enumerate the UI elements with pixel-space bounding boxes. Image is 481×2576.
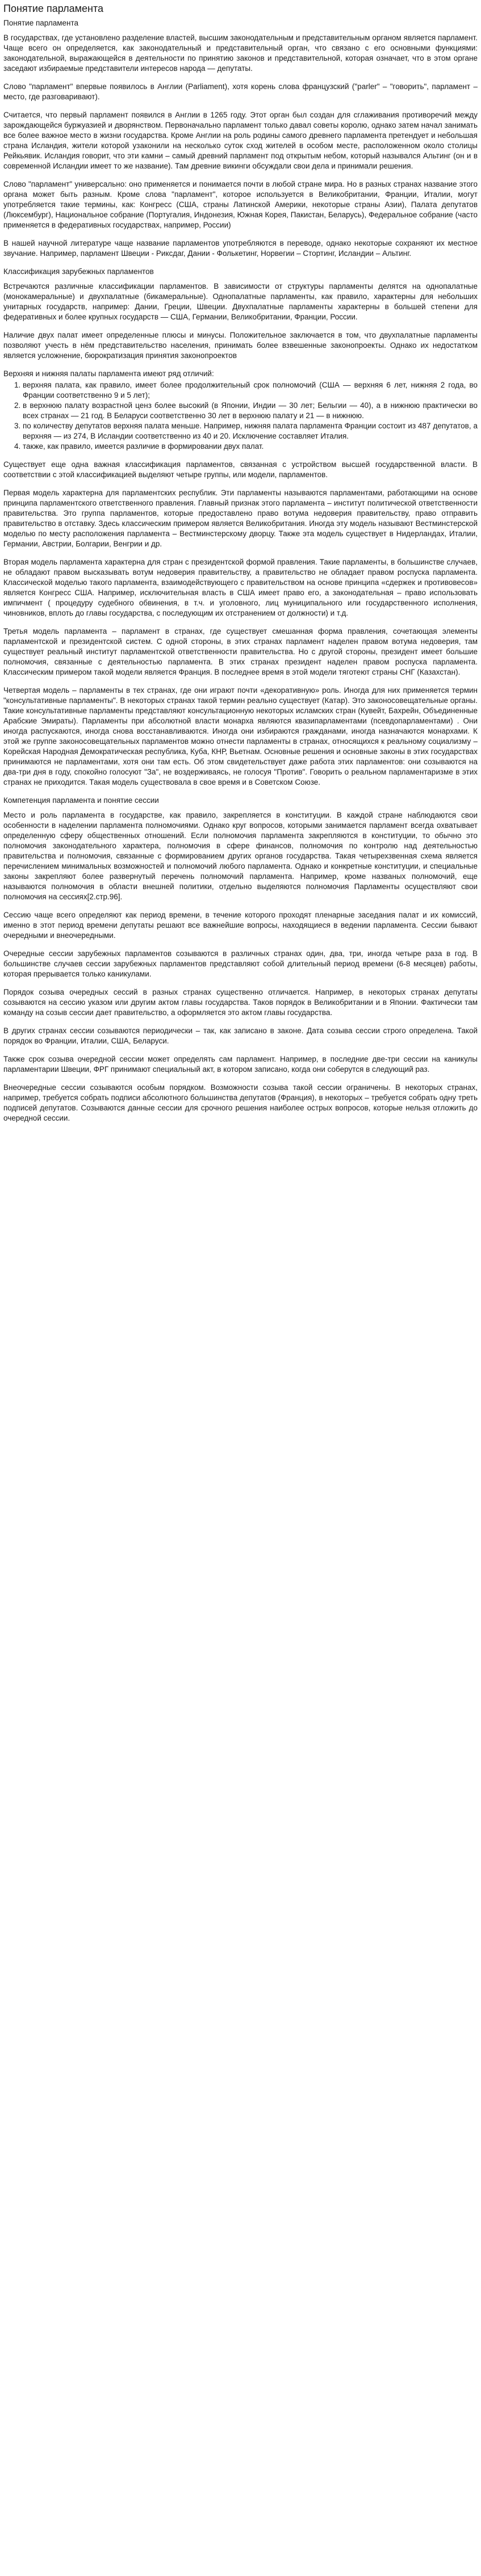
- paragraph: В государствах, где установлено разделение властей, высшим законодательным и представительным органом является парламент. Чаще всего он определяется, как законодательный и представительный орган, что связано с его основными функциями: законодательной, выражающейся в деятельности по принятию законов и представительной, которая означает, что в этом органе заседают избираемые представители интересов народа — депутаты.: [3, 33, 478, 73]
- paragraph: Внеочередные сессии созываются особым порядком. Возможности созыва такой сессии ограничены. В некоторых странах, например, требуется собрать подписи абсолютного большинства депутатов (Франция), в некоторых – требуется собрать одну треть подписей депутатов. Созываются данные сессии для срочного решения наиболее острых вопросов, которые нельзя отложить до очередной сессии.: [3, 1083, 478, 1123]
- paragraph: Наличие двух палат имеет определенные плюсы и минусы. Положительное заключается в том, что двухпалатные парламенты позволяют учесть в нём представительство населения, принимать более взвешенные законопроекты. Однако их недостатком является усложнение, бюрократизация принятия законопроектов: [3, 331, 478, 360]
- paragraph: Третья модель парламента – парламент в странах, где существует смешанная форма правления, сочетающая элементы парламентской и президентской систем. С одной стороны, в этих странах парламент наделен правом вотума недоверия, там существует реальный институт парламентской ответственности правительства. Но с другой стороны, президент имеет большие полномочия, связанные с деятельностью парламента. В этих странах президент наделен правом роспуска парламента. Классическим примером такой модели является Франция. В последнее время в этой модели тяготеют страны СНГ (Казахстан).: [3, 627, 478, 677]
- page-title: Понятие парламента: [3, 3, 103, 14]
- numbered-list: [3, 380, 478, 452]
- list-item: 2. в верхнюю палату возрастной ценз более высокий (в Японии, Индии — 30 лет; Бельгии — 40), а в нижнюю практически во всех странах — 21 год. В Беларуси соответственно 30 лет в верхнюю палату и 21 — в нижнюю.: [23, 401, 478, 421]
- section-heading: Классификация зарубежных парламентов: [3, 267, 154, 276]
- section-heading: Понятие парламента: [3, 19, 78, 28]
- paragraph: Существует еще одна важная классификация парламентов, связанная с устройством высшей государственной власти. В соответствии с этой классификацией выделяют четыре группы, или модели, парламентов.: [3, 460, 478, 479]
- paragraph: Слово "парламент" впервые появилось в Англии (Parliament), хотя корень слова французский ("parler" – "говорить", парламент – место, где разговаривают).: [3, 82, 478, 102]
- list-item: 4. также, как правило, имеется различие в формировании двух палат.: [23, 441, 478, 452]
- paragraph: Место и роль парламента в государстве, как правило, закрепляется в конституции. В каждой стране наблюдаются свои особенности в наделении парламента полномочиями. Однако круг вопросов, которыми занимается парламент всегда охватывает определенную сферу общественных отношений. Если полномочия парламента закрепляются в конституции, то обычно это полномочия законодательного характера, полномочия в сфере финансов, полномочия по контролю над деятельностью правительства и полномочия, связанные с формированием других органов государства. Такая четырехзвенная схема является перечислением минимальных возможностей и полномочий любого парламента. Однако и конкретные конституции, и специальные законы закрепляют более развернутый перечень полномочий парламента. Например, кроме названых полномочий, еще называются полномочия в области внешней политики, отдельно выделяются полномочия Парламенты осуществляют свои полномочия на сессиях[2.стр.96].: [3, 811, 478, 902]
- paragraph: Очередные сессии зарубежных парламентов созываются в различных странах один, два, три, иногда четыре раза в год. В большинстве случаев сессии зарубежных парламентов представляют собой длительный период времени (6-8 месяцев) работы, которая прерывается только каникулами.: [3, 949, 478, 979]
- paragraph: Считается, что первый парламент появился в Англии в 1265 году. Этот орган был создан для сглаживания противоречий между зарождающейся буржуазией и дворянством. Первоначально парламент только давал советы королю, однако затем начал занимать все более важное место в жизни государства. Кроме Англии на роль родины самого древнего парламента претендует и небольшая страна Исландия, жители которой узаконили на несколько суток сход жителей в особом месте, расположенном около столицы Рейкьявик. Исландия говорит, что эти камни – самый древний парламент под открытым небом, который назывался Альтинг (он и в современной Исландии имеет то же название). Там древние викинги обсуждали свои дела и принимали решения.: [3, 111, 478, 171]
- paragraph: Первая модель характерна для парламентских республик. Эти парламенты называются парламентами, работающими на основе принципа парламентского ответственного правления. Главный признак этого парламента – институт политической ответственности правительства. Это группа парламентов, которые предоставлено право вотума недоверия правительству, право отправить правительство в отставку. Здесь классическим примером является Великобритания. Иногда эту модель называют Вестминстерской моделью по месту расположения парламента – Вестминстерскому дворцу. Также эта модель существует в Нидерландах, Италии, Германии, Австрии, Болгарии, Венгрии и др.: [3, 489, 478, 549]
- paragraph: Слово "парламент" универсально: оно применяется и понимается почти в любой стране мира. Но в разных странах название этого органа может быть разным. Кроме слова "парламент", которое используется в Великобритании, Франции, Италии, могут употребляется такие термины, как: Конгресс (США, страны Латинской Америки, некоторые страны Азии), Палата депутатов (Люксембург), Национальное собрание (Португалия, Индонезия, Южная Корея, Пакистан, Беларусь), Федеральное собрание (часто применяется в федеративных государствах, например, России): [3, 180, 478, 230]
- paragraph: Вторая модель парламента характерна для стран с президентской формой правления. Такие парламенты, в большинстве случаев, не обладают правом высказывать вотум недоверия правительству, а правительство не обладает правом роспуска парламента. Классической моделью такого парламента, взаимодействующего с правительством на основе принципа «сдержек и противовесов» является Конгресс США. Например, исключительная власть в США имеет право его, а законодательная – право использовать импичмент ( процедуру судебного обвинения, в т.ч. и уголовного, лиц муниципального или государственного исполнения, чиновников, вплоть до главы государства, с последующим их отстранением от должности) и т.д.: [3, 558, 478, 618]
- list-item: 3. по количеству депутатов верхняя палата меньше. Например, нижняя палата парламента Франции состоит из 487 депутатов, а верхняя — из 274, В Исландии соответственно из 40 и 20. Исключение составляет Италия.: [23, 421, 478, 441]
- paragraph: Сессию чаще всего определяют как период времени, в течение которого проходят пленарные заседания палат и их комиссий, именно в этот период времени депутаты решают все важнейшие вопросы, находящиеся в ведении парламента. Сессии бывают очередными и внеочередными.: [3, 911, 478, 940]
- list-item: 1. верхняя палата, как правило, имеет более продолжительный срок полномочий (США — верхняя 6 лет, нижняя 2 года, во Франции соответственно 9 и 5 лет);: [23, 380, 478, 401]
- paragraph: В нашей научной литературе чаще название парламентов употребляются в переводе, однако некоторые сохраняют их местное звучание. Например, парламент Швеции - Риксдаг, Дании - Фолькетинг, Норвегии – Стортинг, Исландии – Альтинг.: [3, 239, 478, 258]
- section-heading: Компетенция парламента и понятие сессии: [3, 796, 159, 805]
- paragraph: В других странах сессии созываются периодически – так, как записано в законе. Дата созыва сессии строго определена. Такой порядок во Франции, Италии, США, Беларуси.: [3, 1026, 478, 1046]
- paragraph: Четвертая модель – парламенты в тех странах, где они играют почти «декоративную» роль. Иногда для них применяется термин "консультативные парламенты". В некоторых странах такой термин реально существует (Катар). Это законосовещательные органы. Такие консультативные парламенты представляют консультационную некоторых исламских стран (Кувейт, Бахрейн, Объединенные Арабские Эмираты). Парламенты при абсолютной власти монарха являются квазипарламентами (псевдопарламентами) . Они иногда распускаются, иногда снова восстанавливаются. Иногда они избираются гражданами, иногда назначаются монархами. К этой же группе законосовещательных парламентов можно отнести парламенты в странах, относящихся к реальному социализму – Корейская Народная Демократическая республика, Куба, КНР, Вьетнам. Основные решения и основные законы в этих государствах принимаются не парламентами, хотя они там есть. Об этом свидетельствует даже работа этих парламентов: они созываются на два-три дня в году, спокойно голосуют "За", не воздерживаясь, не голосуя "Против". Говорить о реальном парламентаризме в этих странах не приходится. Такая модель существовала в свое время и в Советском Союзе.: [3, 686, 478, 787]
- paragraph: Также срок созыва очередной сессии может определять сам парламент. Например, в последние две-три сессии на каникулы парламентарии Швеции, ФРГ принимают специальный акт, в котором записано, когда они соберутся в следующий раз.: [3, 1055, 478, 1074]
- paragraph: Встречаются различные классификации парламентов. В зависимости от структуры парламенты делятся на однопалатные (монокамеральные) и двухпалатные (бикамеральные). Однопалатные парламенты, как правило, характерны для небольших унитарных государств, например: Дании, Греции, Швеции. Двухпалатные парламенты характерны в большей степени для федеративных и более крупных государств — США, Германии, Великобритании, Франции, России.: [3, 282, 478, 322]
- paragraph: Верхняя и нижняя палаты парламента имеют ряд отличий:: [3, 369, 214, 378]
- paragraph: Порядок созыва очередных сессий в разных странах существенно отличается. Например, в некоторых странах депутаты созываются на сессию указом или другим актом главы государства. Таков порядок в Великобритании и в Японии. Фактически там команду на созыв сессии дает правительство, а оформляется это актом главы государства.: [3, 988, 478, 1017]
- document-page: [0, 0, 481, 1137]
- article-body: [3, 18, 478, 1123]
